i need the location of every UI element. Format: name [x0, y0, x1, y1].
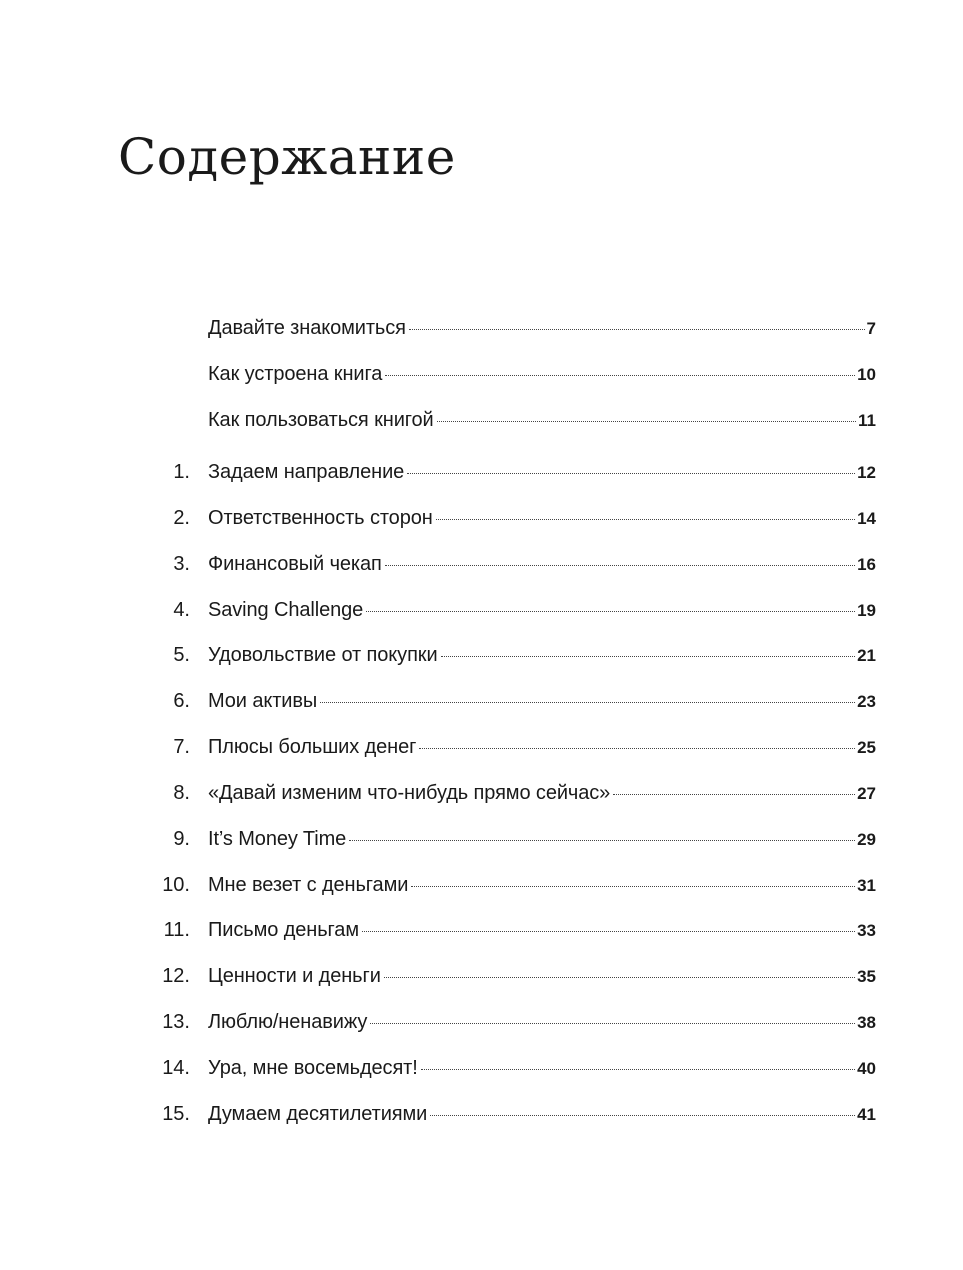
toc-entry-number: 9. — [173, 828, 190, 850]
toc-entry-title: «Давай изменим что-нибудь прямо сейчас» — [208, 782, 611, 804]
toc-entry-page: 33 — [857, 921, 876, 940]
dot-leader — [385, 374, 855, 376]
toc-entry-page: 29 — [857, 830, 876, 849]
toc-entry-title: Плюсы больших денег — [208, 736, 417, 758]
dot-leader — [384, 976, 855, 978]
toc-entry-page: 11 — [858, 411, 876, 430]
toc-entry-number: 11. — [163, 919, 190, 941]
dot-leader — [362, 930, 855, 932]
dot-leader — [436, 518, 855, 520]
toc-entry-title: Давайте знакомиться — [208, 317, 406, 339]
dot-leader — [430, 1114, 855, 1116]
toc-entry-page: 31 — [857, 876, 876, 895]
toc-entry-chapter-12 — [150, 961, 876, 991]
toc-entry-title: Ура, мне восемьдесят! — [208, 1057, 418, 1079]
toc-entry-chapter-6 — [150, 686, 876, 716]
dot-leader — [366, 610, 855, 612]
toc-entry-page: 40 — [857, 1059, 876, 1078]
toc-entry-title: Saving Challenge — [208, 599, 364, 621]
dot-leader — [370, 1022, 855, 1024]
toc-entry-title: Задаем направление — [208, 461, 405, 483]
toc-entry-chapter-10 — [150, 870, 876, 900]
dot-leader — [320, 701, 855, 703]
toc-entry-chapter-13 — [150, 1007, 876, 1037]
toc-entry-title: Как пользоваться книгой — [208, 409, 434, 431]
toc-entry-chapter-3 — [150, 549, 876, 579]
toc-entry-chapter-1 — [150, 457, 876, 487]
toc-entry-title: Удовольствие от покупки — [208, 644, 438, 666]
dot-leader — [411, 885, 855, 887]
toc-entry-title: Думаем десятилетиями — [208, 1103, 428, 1125]
toc-entry-chapter-5 — [150, 640, 876, 670]
toc-entry-title: Ценности и деньги — [208, 965, 381, 987]
toc-entry-number: 8. — [173, 782, 190, 804]
toc-entry-page: 10 — [857, 365, 876, 384]
toc-entry-page: 25 — [857, 738, 876, 757]
toc-entry-title: Люблю/ненавижу — [208, 1011, 368, 1033]
toc-entry-page: 21 — [857, 646, 876, 665]
toc-entry-title: Мне везет с деньгами — [208, 874, 409, 896]
toc-entry-number: 3. — [173, 553, 190, 575]
toc-entry-chapter-7 — [150, 732, 876, 762]
toc-entry-page: 19 — [857, 601, 876, 620]
toc-entry-chapter-2 — [150, 503, 876, 533]
dot-leader — [409, 328, 865, 330]
dot-leader — [441, 655, 856, 657]
toc-entry-number: 6. — [173, 690, 190, 712]
toc-entry-page: 16 — [857, 555, 876, 574]
toc-entry-page: 27 — [857, 784, 876, 803]
dot-leader — [407, 472, 855, 474]
toc-entry-book-structure — [150, 359, 876, 389]
toc-entry-number: 5. — [173, 644, 190, 666]
toc-entry-page: 38 — [857, 1013, 876, 1032]
toc-entry-chapter-11 — [150, 915, 876, 945]
dot-leader — [419, 747, 855, 749]
toc-entry-page: 14 — [857, 509, 876, 528]
toc-entry-how-to-use — [150, 405, 876, 435]
toc-entry-title: It’s Money Time — [208, 828, 347, 850]
toc-entry-page: 7 — [866, 319, 876, 338]
toc-entry-number: 14. — [162, 1057, 190, 1079]
toc-entry-page: 35 — [857, 967, 876, 986]
toc-entry-number: 10. — [162, 874, 190, 896]
dot-leader — [349, 839, 855, 841]
toc-entry-page: 23 — [857, 692, 876, 711]
toc-entry-chapter-14 — [150, 1053, 876, 1083]
dot-leader — [437, 420, 856, 422]
toc-entry-number: 1. — [173, 461, 190, 483]
page-title: Содержание — [118, 128, 456, 186]
toc-entry-number: 4. — [173, 599, 190, 621]
toc-entry-number: 2. — [173, 507, 190, 529]
toc-entry-number: 15. — [162, 1103, 190, 1125]
toc-entry-intro — [150, 313, 876, 343]
toc-entry-chapter-8 — [150, 778, 876, 808]
toc-entry-title: Письмо деньгам — [208, 919, 359, 941]
dot-leader — [613, 793, 855, 795]
toc-entry-title: Финансовый чекап — [208, 553, 382, 575]
toc-entry-chapter-4 — [150, 595, 876, 625]
toc-entry-chapter-15 — [150, 1099, 876, 1129]
toc-entry-number: 7. — [173, 736, 190, 758]
toc-entry-title: Ответственность сторон — [208, 507, 433, 529]
dot-leader — [421, 1068, 855, 1070]
toc-entry-number: 12. — [162, 965, 190, 987]
toc-entry-title: Мои активы — [208, 690, 318, 712]
toc-entry-title: Как устроена книга — [208, 363, 383, 385]
toc-entry-page: 41 — [857, 1105, 876, 1124]
toc-entry-page: 12 — [857, 463, 876, 482]
toc-entry-number: 13. — [162, 1011, 190, 1033]
dot-leader — [385, 564, 855, 566]
toc-entry-chapter-9 — [150, 824, 876, 854]
